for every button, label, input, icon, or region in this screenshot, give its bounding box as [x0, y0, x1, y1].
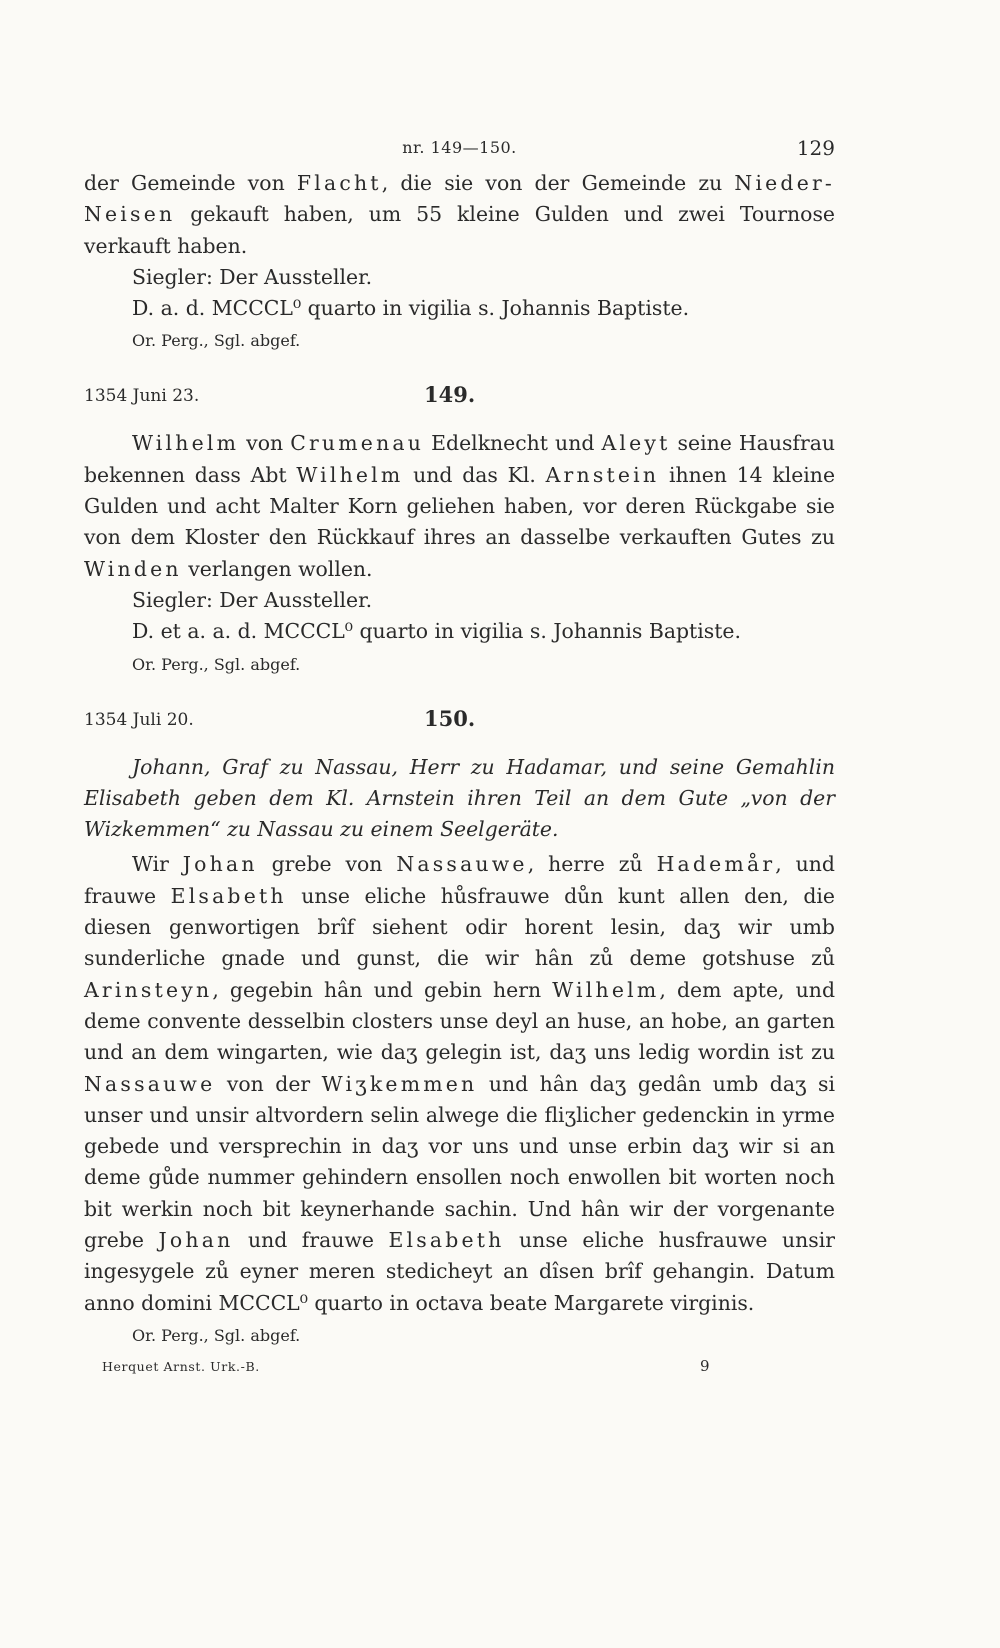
entry-number: 150. [424, 705, 476, 731]
running-head [84, 132, 835, 168]
book-page [84, 132, 835, 1393]
original-note: Or. Perg., Sgl. abgef. [132, 331, 301, 351]
entry-149-text: Wilhelm von Crumenau Edelknecht und Aleyt seine Hausfrau bekennen dass Abt Wilhelm und das Kl. Arnstein ihnen 14 kleine Gulden und acht Malter Korn geliehen haben, vor deren Rückgabe sie von dem Kloster den Rückkauf ihres an dasselbe verkauften Gutes zu Winden verlangen wollen. [84, 431, 836, 581]
entry-150-regest: Johann, Graf zu Nassau, Herr zu Hadamar, und seine Gemahlin Elisabeth geben dem Kl. Arnstein ihren Teil an dem Gute „von der Wizkemmen“ zu Nassau zu einem Seelgeräte. [84, 754, 835, 842]
entry-number: 149. [424, 382, 476, 408]
printer-signature: Herquet Arnst. Urk.-B. [102, 1358, 260, 1374]
date-line: D. a. d. MCCCL⁰ quarto in vigilia s. Johannis Baptiste. [132, 296, 690, 321]
date-line: D. et a. a. d. MCCCL⁰ quarto in vigilia s. Johannis Baptiste. [132, 619, 741, 644]
sheet-number: 9 [700, 1356, 710, 1375]
continued-text: der Gemeinde von Flacht, die sie von der Gemeinde zu Nieder-Neisen gekauft haben, um 55 kleine Gulden und zwei Tournose verkauft haben. [84, 171, 835, 258]
page-number: 129 [796, 136, 835, 160]
page-footer [84, 1353, 835, 1393]
entry-149-header [84, 368, 835, 428]
entry-date: 1354 Juli 20. [84, 709, 194, 730]
entry-date: 1354 Juni 23. [84, 386, 200, 407]
running-head-title: nr. 149—150. [402, 138, 517, 157]
original-note: Or. Perg., Sgl. abgef. [132, 654, 301, 674]
sealer-line: Siegler: Der Aussteller. [132, 264, 373, 289]
entry-150-header [84, 692, 835, 752]
entry-150-text: Wir Johan grebe von Nassauwe, herre zů Hademår, und frauwe Elsabeth unse eliche hůsfrauwe důn kunt allen den, die diesen genwortigen brîf siehent odir horent lesin, daʒ wir umb sunderliche gnade und gunst, die wir hân zů deme gotshuse zů Arinsteyn, gegebin hân und gebin hern Wilhelm, dem apte, und deme convente desselbin closters unse deyl an huse, an hobe, an garten und an dem wingarten, wie daʒ gelegin ist, daʒ uns ledig wordin ist zu Nassauwe von der Wiʒkemmen und hân daʒ gedân umb daʒ si unser und unsir altvordern selin alwege die fliʒlicher gedenckin in yrme gebede und versprechin in daʒ vor uns und unse erbin daʒ wir si an deme gůde nummer gehindern ensollen noch enwollen bit worten noch bit werkin noch bit keynerhande sachin. Und hân wir der vorgenante grebe Johan und frauwe Elsabeth unse eliche husfrauwe unsir ingesygele zů eyner meren stedicheyt an dîsen brîf gehangin. Datum anno domini MCCCL⁰ quarto in octava beate Margarete virginis. [84, 852, 836, 1315]
original-note: Or. Perg., Sgl. abgef. [132, 1325, 301, 1345]
sealer-line: Siegler: Der Aussteller. [132, 587, 373, 612]
